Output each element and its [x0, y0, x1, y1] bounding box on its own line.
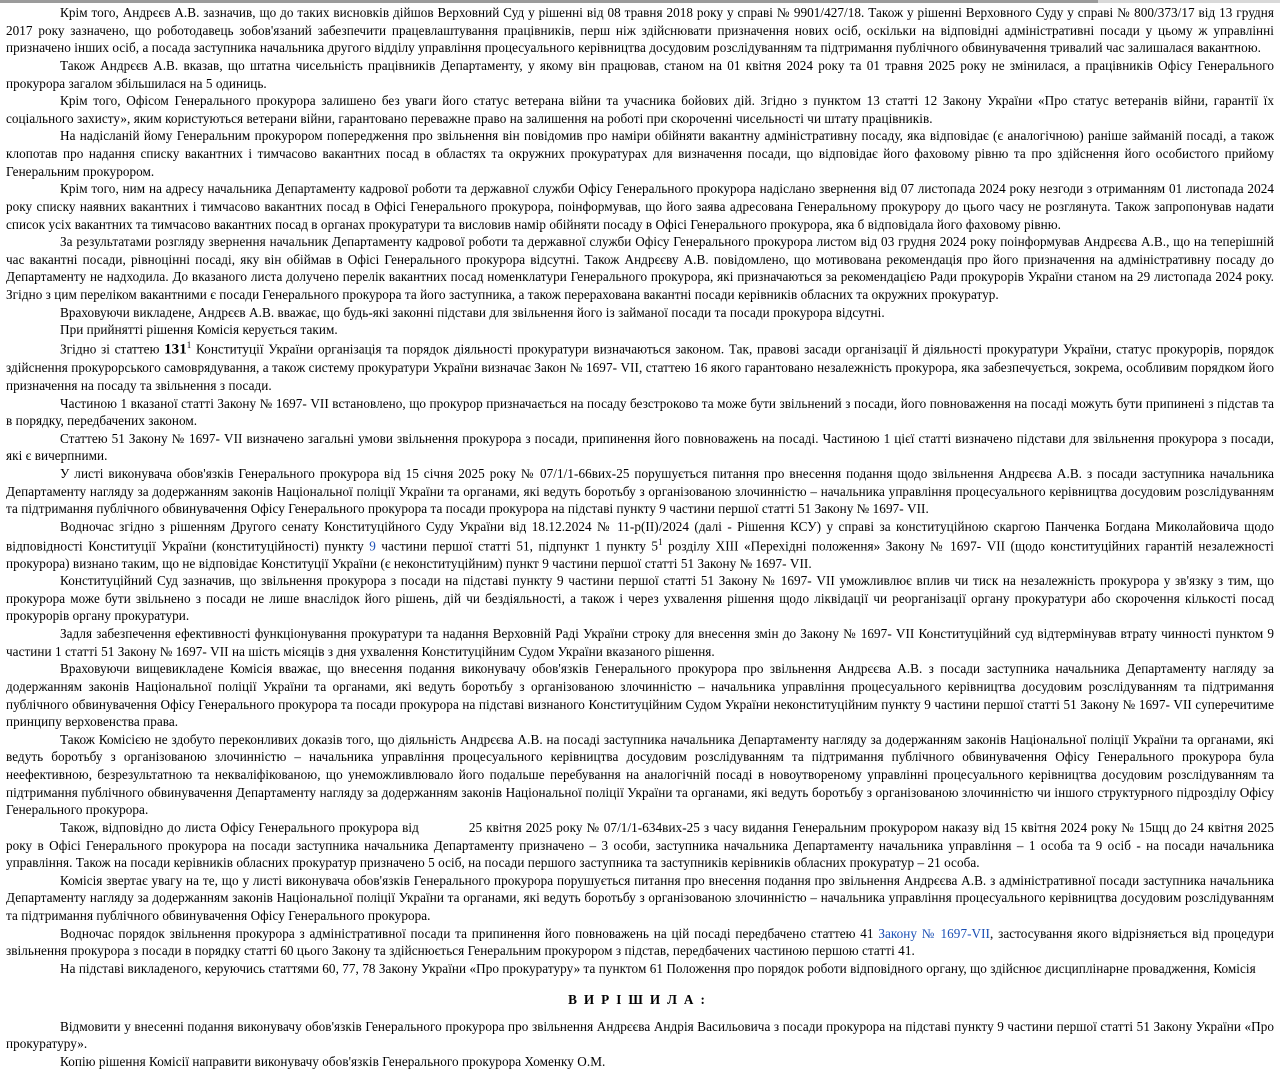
paragraph: При прийнятті рішення Комісія керується таким. [60, 322, 338, 338]
paragraph: Крім того, ним на адресу начальника Департаменту кадрової роботи та державної служби Офісу Генерального прокурора надіслано звернення від 07 листопада 2024 року незгоди з отриманням 01 листопада 2024 року списку наявних вакантних і тимчасово вакантних посад в Офісі Генерального прокурора, поінформував, що його заява адресована Генеральному прокурору до цього часу не розглянута. Також запропонував надати список усіх вакантних та тимчасово вакантних посад в органах прокуратури та висловив намір обійняти посаду в Офісі Генерального прокурора, яка б відповідала його фаховому рівню. [6, 181, 1274, 232]
decision-paragraph: Відмовити у внесенні подання виконувачу обов'язків Генерального прокурора про звільнення Андрєєва Андрія Васильовича з посади прокурора на підставі пункту 9 частини першої статті 51 Закону України «Про прокуратуру». [6, 1018, 1274, 1052]
paragraph: Конституційний Суд зазначив, що звільнення прокурора з посади на підставі пункту 9 частини першої статті 51 Закону № 1697- VII уможливлює вплив чи тиск на незалежність прокурора у зв'язку з тим, що прокурора може бути звільнено з посади не лише внаслідок його рішень, дій чи бездіяльності, а також і через ухвалення рішення щодо ліквідації чи реорганізації органу прокуратури або скорочення кількості посад прокурорів органу прокуратури. [6, 573, 1274, 624]
paragraph: Враховуючи викладене, Андрєєв А.В. вважає, що будь-які законні підстави для звільнення його із займаної посади та посади прокурора відсутні. [60, 304, 885, 320]
ksu-link-point-9[interactable]: 9 [369, 537, 376, 553]
paragraph: Крім того, Андрєєв А.В. зазначив, що до таких висновків дійшов Верховний Суд у рішенні від 08 травня 2018 року у справі № 9901/427/18. Також у рішенні Верховного Суду у справі № 800/373/17 від 13 грудня 2017 року зазначено, що роботодавець зобов'язаний забезпечити працевлаштування працівників, перш ніж здійснювати призначення нових осіб, оскільки на відповідні адміністративні посади у цьому ж управлінні призначено інших осіб, а посада заступника начальника другого відділу управління процесуального керівництва досудовим розслідуванням та підтримання публічного обвинувачення тривалий час залишалася вакантною. [6, 5, 1274, 56]
ksu-part1: Водночас згідно з рішенням Другого сенату Конституційного Суду України від 18.12.2024 № 11-р(II)/2024 (далі - Рішення КСУ) у справі за конституційною скаргою Панченка Богдана Миколайовича щодо відповідності Конституції України (конституційності) пункту [6, 518, 1274, 553]
horizontal-scrollbar[interactable] [0, 0, 1280, 3]
scrollbar-thumb[interactable] [0, 0, 1098, 3]
paragraph: Крім того, Офісом Генерального прокурора залишено без уваги його статус ветерана війни та учасника бойових дій. Згідно з пунктом 13 статті 12 Закону України «Про статус ветеранів війни, гарантії їх соціального захисту», яким користуються ветерани війни, гарантовано переважне право на залишення на роботі при скороченні чисельності чи штату працівників. [6, 93, 1274, 126]
paragraph-article-131 [6, 339, 1274, 395]
paragraph: На надісланій йому Генеральним прокурором попередження про звільнення він повідомив про наміри обійняти вакантну адміністративну посаду, яка відповідає (є аналогічною) раніше займаній посаді, а також клопотав про надання списку вакантних і тимчасово вакантних посад в областях та окружних прокуратурах для визначення посади, що відповідає його фаховому рівню та про здійснення його особистого прийому Генеральним прокурором. [6, 128, 1274, 179]
ksu-part3: розділу XIII «Перехідні положення» Закону № 1697- VII (щодо конституційних гарантій незалежності прокурора) визнано таким, що не відповідає Конституції України (є неконституційним) пункт 9 частини першої статті 51 Закону № 1697- VII. [6, 537, 1274, 571]
article-number: 131 [164, 341, 187, 358]
paragraph: У листі виконувача обов'язків Генерального прокурора від 15 січня 2025 року № 07/1/1-66вих-25 порушується питання про внесення подання щодо звільнення Андрєєва А.В. з посади заступника начальника Департаменту нагляду за додержанням законів Національної поліції України та органами, які ведуть боротьбу з організованою злочинністю – начальника управління процесуального керівництва досудовим розслідуванням та підтримання публічного обвинувачення Офісу Генерального прокурора та посади прокурора на підставі пункту 9 частини першої статті 51 Закону № 1697- VII. [6, 466, 1274, 517]
law41-part1: Водночас порядок звільнення прокурора з адміністративної посади та припинення його повноважень на цій посаді передбачено статтею 41 [60, 925, 879, 941]
law41-part2: , застосування якого відрізняється від процедури звільнення прокурора з посади в порядку статті 60 цього Закону та здійснюється Генеральним прокурором з підстав, передбачених частиною першою статті 41. [6, 925, 1275, 959]
order-part2: 25 квітня 2025 року № 07/1/1-634вих-25 з часу видання Генеральним прокурором наказу від 15 квітня 2024 року № 15щц до 24 квітня 2025 року в Офісі Генерального прокурора на посади заступника начальника Департаменту призначено – 3 особи, заступника начальника Департаменту начальника управління – 1 особа та 9 осіб - на посади начальника управління. Також на посади керівників обласних прокуратур призначено 5 осіб, на посади першого заступника та заступників керівників обласних прокуратур – 21 особа. [6, 819, 1274, 871]
para-131-suffix: Конституції України організація та порядок діяльності прокуратури визначаються законом. Так, правові засади організації й діяльності прокуратури України, статус прокурорів, порядок здійснення прокурорського самоврядування, а також систему прокуратури України визначає Закон № 1697- VII, статтею 16 якого гарантовано незалежність прокурора, яка забезпечується, зокрема, особливим порядком його призначення на посаду та звільнення з посади. [6, 341, 1274, 393]
paragraph: Статтею 51 Закону № 1697- VII визначено загальні умови звільнення прокурора з посади, припинення його повноважень на посаді. Частиною 1 цієї статті визначено підстави для звільнення прокурора з посади, які є вичерпними. [6, 430, 1274, 464]
para-131-prefix: Згідно зі статтею [60, 341, 165, 357]
paragraph: Комісія звертає увагу на те, що у листі виконувача обов'язків Генерального прокурора порушується питання про внесення подання про звільнення Андрєєва А.В. з адміністративної посади заступника начальника Департаменту нагляду за додержанням законів Національної поліції України та органами, які ведуть боротьбу з організованою злочинністю – начальника управління процесуального керівництва досудовим розслідуванням та підтримання публічного обвинувачення Офісу Генерального прокурора. [6, 872, 1274, 924]
paragraph: На підставі викладеного, керуючись статтями 60, 77, 78 Закону України «Про прокуратуру» та пунктом 61 Положення про порядок роботи відповідного органу, що здійснює дисциплінарне провадження, Комісія [60, 960, 1256, 976]
paragraph-article-41 [6, 925, 1274, 960]
paragraph: Також Андрєєв А.В. вказав, що штатна чисельність працівників Департаменту, у якому він працював, станом на 01 квітня 2024 року та 01 травня 2025 року не змінилася, а працівників Офісу Генерального прокурора загалом збільшилася на 5 одиниць. [6, 57, 1274, 91]
paragraph: Також Комісією не здобуто переконливих доказів того, що діяльність Андрєєва А.В. на посаді заступника начальника Департаменту нагляду за додержанням законів Національної поліції України та органами, які ведуть боротьбу з організованою злочинністю – начальника управління процесуального керівництва досудовим розслідуванням та підтримання публічного обвинувачення Офісу Генерального прокурора була неефективною, безрезультатною та некваліфікованою, що унеможливлювало його подальше перебування на аналогічній посаді в новоутвореному управлінні процесуального керівництва досудовим розслідуванням та підтримання публічного обвинувачення Департаменту нагляду за додержанням законів Національної поліції України та органами, які ведуть боротьбу з організованою злочинністю чи іншого структурного підрозділу Офісу Генерального прокурора. [6, 731, 1274, 818]
paragraph-appointments-letter [6, 819, 1274, 872]
ksu-part2: частини першої статті 51, підпункт 1 пункту 5 [375, 537, 659, 553]
decision-heading: ВИРІШИЛА: [568, 991, 712, 1007]
paragraph: За результатами розгляду звернення начальник Департаменту кадрової роботи та державної служби Офісу Генерального прокурора листом від 03 грудня 2024 року поінформував Андрєєва А.В., що на теперішній час вакантні посади, рівноцінні посаді, яку він обіймав в Офісі Генерального прокурора відсутні. Також Андрєєву А.В. повідомлено, що мотивована рекомендація про його призначення на адміністративну посаду до Департаменту не надходила. До вказаного листа долучено перелік вакантних посад номенклатури Генерального прокурора, які призначаються за рекомендацією Ради прокурорів України станом на 29 листопада 2024 року. Згідно з цим переліком вакантними є посади Генерального прокурора та його заступника, а також перерахована вакантні посади керівників обласних та окружних прокуратур. [6, 234, 1274, 302]
article-superscript: 1 [186, 339, 192, 350]
paragraph: Частиною 1 вказаної статті Закону № 1697- VII встановлено, що прокурор призначається на посаду безстроково та може бути звільнений з посади, його повноваження на посаді можуть бути припинені з підстав та в порядку, передбачених законом. [6, 395, 1274, 429]
order-part1: Також, відповідно до листа Офісу Генерального прокурора від [60, 819, 423, 835]
law-link-1697-vii[interactable]: Закону № 1697-VII [878, 925, 990, 941]
decision-paragraph: Копію рішення Комісії направити виконувачу обов'язків Генерального прокурора Хоменку О.М. [60, 1053, 606, 1069]
paragraph-ksu-decision [6, 518, 1274, 572]
paragraph: Задля забезпечення ефективності функціонування прокуратури та надання Верховній Раді України строку для внесення змін до Закону № 1697- VII Конституційний суд відтермінував втрату чинності пунктом 9 частини 1 статті 51 Закону № 1697- VII на шість місяців з дня ухвалення Конституційним Судом України вказаного рішення. [6, 626, 1274, 659]
ksu-superscript: 1 [658, 536, 663, 547]
paragraph: Враховуючи вищевикладене Комісія вважає, що внесення подання виконувачу обов'язків Генерального прокурора про звільнення Андрєєва А.В. з посади заступника начальника Департаменту нагляду за додержанням законів Національної поліції України та органами, які ведуть боротьбу з організованою злочинністю – начальника управління процесуального керівництва досудовим розслідуванням та підтримання публічного обвинувачення Офісу Генерального прокурора та посади прокурора на підставі визнаного Конституційним Судом України неконституційним пункту 9 частини першої статті 51 Закону № 1697- VII суперечитиме принципу верховенства права. [6, 661, 1274, 730]
